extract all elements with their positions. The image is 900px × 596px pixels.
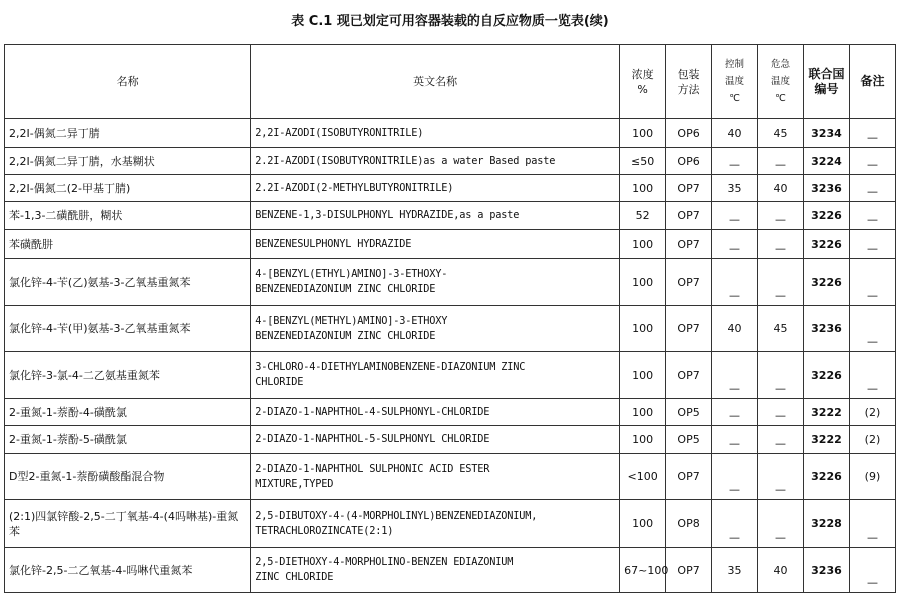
control-temperature-cell: 35 [712, 548, 758, 593]
emergency-temperature-cell: — [758, 352, 804, 399]
table-row [5, 148, 896, 175]
emergency-temperature-cell: — [758, 230, 804, 259]
emergency-temperature-cell: 45 [758, 306, 804, 352]
header-emergency-temperature: 危急 温度 ℃ [758, 45, 804, 119]
chemical-name-cell: 2-重氮-1-萘酚-4-磺酰氯 [5, 399, 251, 426]
control-temperature-cell: — [712, 500, 758, 548]
packing-method-cell: OP7 [666, 259, 712, 306]
emergency-temperature-cell: — [758, 500, 804, 548]
concentration-cell: 100 [620, 306, 666, 352]
un-number-cell: 3226 [803, 202, 849, 230]
chemical-name-cell: D型2-重氮-1-萘酚磺酸酯混合物 [5, 454, 251, 500]
emergency-temperature-cell: — [758, 259, 804, 306]
remark-cell: — [849, 119, 895, 148]
table-row [5, 399, 896, 426]
un-number-cell: 3234 [803, 119, 849, 148]
concentration-cell: 67~100 [620, 548, 666, 593]
emergency-temperature-cell: — [758, 454, 804, 500]
english-name-cell: 2-DIAZO-1-NAPHTHOL SULPHONIC ACID ESTER MIXTURE,TYPED [251, 454, 620, 500]
chemical-name-cell: 氯化锌-3-氯-4-二乙氨基重氮苯 [5, 352, 251, 399]
control-temperature-cell: 40 [712, 119, 758, 148]
concentration-cell: 100 [620, 230, 666, 259]
chemical-name-cell: 2,2I-偶氮二异丁腈，水基糊状 [5, 148, 251, 175]
remark-cell: — [849, 306, 895, 352]
chemical-name-cell: 氯化锌-2,5-二乙氧基-4-吗啉代重氮苯 [5, 548, 251, 593]
emergency-temperature-cell: — [758, 399, 804, 426]
header-remarks: 备注 [849, 45, 895, 119]
emergency-temperature-cell: — [758, 148, 804, 175]
english-name-cell: 4-[BENZYL(ETHYL)AMINO]-3-ETHOXY- BENZENEDIAZONIUM ZINC CHLORIDE [251, 259, 620, 306]
table-row [5, 119, 896, 148]
remark-cell: — [849, 259, 895, 306]
english-name-cell: 2-DIAZO-1-NAPHTHOL-5-SULPHONYL CHLORIDE [251, 426, 620, 454]
self-reactive-substances-table [4, 44, 896, 593]
table-row [5, 306, 896, 352]
packing-method-cell: OP7 [666, 352, 712, 399]
un-number-cell: 3226 [803, 352, 849, 399]
control-temperature-cell: — [712, 259, 758, 306]
english-name-cell: 4-[BENZYL(METHYL)AMINO]-3-ETHOXY BENZENEDIAZONIUM ZINC CHLORIDE [251, 306, 620, 352]
concentration-cell: 100 [620, 175, 666, 202]
table-row [5, 454, 896, 500]
table-body [5, 119, 896, 593]
header-control-temperature: 控制 温度 ℃ [712, 45, 758, 119]
emergency-temperature-cell: 45 [758, 119, 804, 148]
english-name-cell: BENZENESULPHONYL HYDRAZIDE [251, 230, 620, 259]
un-number-cell: 3236 [803, 548, 849, 593]
control-temperature-cell: — [712, 454, 758, 500]
packing-method-cell: OP7 [666, 230, 712, 259]
table-row [5, 548, 896, 593]
packing-method-cell: OP8 [666, 500, 712, 548]
chemical-name-cell: 2-重氮-1-萘酚-5-磺酰氯 [5, 426, 251, 454]
remark-cell: — [849, 500, 895, 548]
remark-cell: — [849, 352, 895, 399]
un-number-cell: 3226 [803, 259, 849, 306]
table-title: 表 C.1 现已划定可用容器装载的自反应物质一览表(续) [291, 14, 609, 29]
remark-cell: — [849, 175, 895, 202]
concentration-cell: 100 [620, 426, 666, 454]
english-name-cell: 2.2I-AZODI(2-METHYLBUTYRONITRILE) [251, 175, 620, 202]
english-name-cell: 2,2I-AZODI(ISOBUTYRONITRILE) [251, 119, 620, 148]
emergency-temperature-cell: 40 [758, 548, 804, 593]
packing-method-cell: OP7 [666, 306, 712, 352]
concentration-cell: ≤50 [620, 148, 666, 175]
header-concentration: 浓度 % [620, 45, 666, 119]
header-english-name: 英文名称 [251, 45, 620, 119]
chemical-name-cell: 氯化锌-4-苄(乙)氨基-3-乙氧基重氮苯 [5, 259, 251, 306]
un-number-cell: 3222 [803, 426, 849, 454]
table-row [5, 426, 896, 454]
chemical-name-cell: 2,2I-偶氮二异丁腈 [5, 119, 251, 148]
packing-method-cell: OP6 [666, 119, 712, 148]
packing-method-cell: OP7 [666, 175, 712, 202]
remark-cell: — [849, 202, 895, 230]
concentration-cell: 52 [620, 202, 666, 230]
remark-cell: — [849, 548, 895, 593]
control-temperature-cell: 40 [712, 306, 758, 352]
emergency-temperature-cell: 40 [758, 175, 804, 202]
chemical-name-cell: 2,2I-偶氮二(2-甲基丁腈) [5, 175, 251, 202]
un-number-cell: 3236 [803, 306, 849, 352]
concentration-cell: 100 [620, 399, 666, 426]
control-temperature-cell: 35 [712, 175, 758, 202]
control-temperature-cell: — [712, 202, 758, 230]
header-packing-method: 包装 方法 [666, 45, 712, 119]
emergency-temperature-cell: — [758, 202, 804, 230]
chemical-name-cell: (2:1)四氯锌酸-2,5-二丁氧基-4-(4吗啉基)-重氮苯 [5, 500, 251, 548]
chemical-name-cell: 氯化锌-4-苄(甲)氨基-3-乙氧基重氮苯 [5, 306, 251, 352]
table-row [5, 259, 896, 306]
english-name-cell: 2,5-DIBUTOXY-4-(4-MORPHOLINYL)BENZENEDIAZONIUM, TETRACHLOROZINCATE(2:1) [251, 500, 620, 548]
table-row [5, 352, 896, 399]
english-name-cell: 2,5-DIETHOXY-4-MORPHOLINO-BENZEN EDIAZONIUM ZINC CHLORIDE [251, 548, 620, 593]
remark-cell: (2) [849, 426, 895, 454]
english-name-cell: 3-CHLORO-4-DIETHYLAMINOBENZENE-DIAZONIUM ZINC CHLORIDE [251, 352, 620, 399]
packing-method-cell: OP6 [666, 148, 712, 175]
un-number-cell: 3236 [803, 175, 849, 202]
control-temperature-cell: — [712, 399, 758, 426]
remark-cell: (9) [849, 454, 895, 500]
concentration-cell: <100 [620, 454, 666, 500]
english-name-cell: BENZENE-1,3-DISULPHONYL HYDRAZIDE,as a paste [251, 202, 620, 230]
table-row [5, 175, 896, 202]
concentration-cell: 100 [620, 119, 666, 148]
un-number-cell: 3224 [803, 148, 849, 175]
remark-cell: (2) [849, 399, 895, 426]
control-temperature-cell: — [712, 230, 758, 259]
concentration-cell: 100 [620, 352, 666, 399]
control-temperature-cell: — [712, 426, 758, 454]
packing-method-cell: OP7 [666, 548, 712, 593]
control-temperature-cell: — [712, 148, 758, 175]
remark-cell: — [849, 148, 895, 175]
un-number-cell: 3226 [803, 454, 849, 500]
control-temperature-cell: — [712, 352, 758, 399]
english-name-cell: 2.2I-AZODI(ISOBUTYRONITRILE)as a water Based paste [251, 148, 620, 175]
un-number-cell: 3228 [803, 500, 849, 548]
packing-method-cell: OP5 [666, 426, 712, 454]
table-row [5, 500, 896, 548]
header-row [5, 45, 896, 119]
table-row [5, 202, 896, 230]
un-number-cell: 3226 [803, 230, 849, 259]
packing-method-cell: OP5 [666, 399, 712, 426]
concentration-cell: 100 [620, 259, 666, 306]
emergency-temperature-cell: — [758, 426, 804, 454]
chemical-name-cell: 苯-1,3-二磺酰肼，糊状 [5, 202, 251, 230]
english-name-cell: 2-DIAZO-1-NAPHTHOL-4-SULPHONYL-CHLORIDE [251, 399, 620, 426]
table-row [5, 230, 896, 259]
header-un-number: 联合国 编号 [803, 45, 849, 119]
remark-cell: — [849, 230, 895, 259]
header-name: 名称 [5, 45, 251, 119]
packing-method-cell: OP7 [666, 202, 712, 230]
concentration-cell: 100 [620, 500, 666, 548]
un-number-cell: 3222 [803, 399, 849, 426]
packing-method-cell: OP7 [666, 454, 712, 500]
chemical-name-cell: 苯磺酰肼 [5, 230, 251, 259]
